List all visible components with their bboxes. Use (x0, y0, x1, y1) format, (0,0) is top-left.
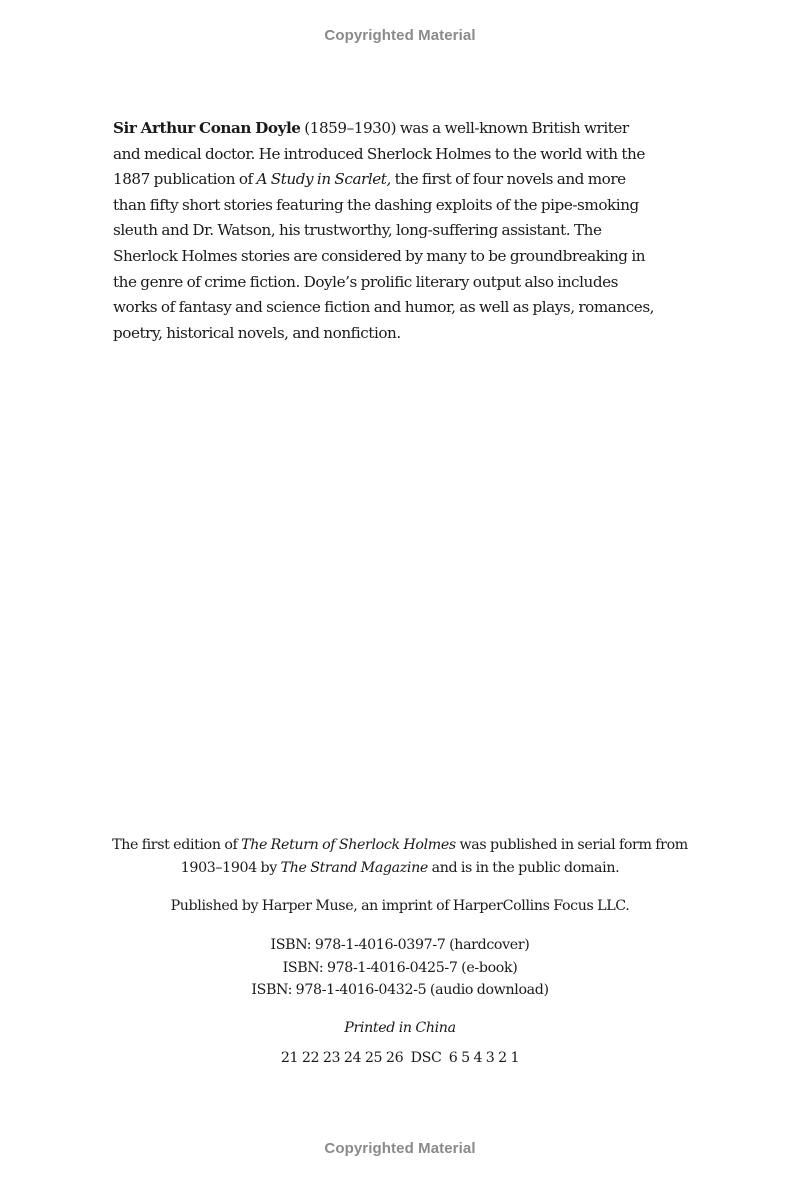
isbn-list (100, 934, 700, 1002)
edition-magazine: The Strand Magazine (280, 859, 428, 876)
print-line: 21 22 23 24 25 26 DSC 6 5 4 3 2 1 (280, 1050, 520, 1066)
printed-in (100, 1017, 700, 1040)
author-bio (113, 116, 658, 346)
author-name: Sir Arthur Conan Doyle (113, 119, 301, 137)
publisher-note: Published by Harper Muse, an imprint of HarperCollins Focus LLC. (170, 898, 630, 914)
printed-in-text: Printed in China (344, 1020, 456, 1036)
watermark-bottom: Copyrighted Material (324, 1140, 476, 1157)
edition-middle: was published in serial form from 1903–1904 by (180, 837, 688, 876)
edition-book-title: The Return of Sherlock Holmes (241, 837, 456, 853)
edition-prefix: The first edition of (112, 837, 242, 853)
isbn-audio: ISBN: 978-1-4016-0432-5 (audio download) (251, 982, 549, 998)
edition-note (100, 834, 700, 879)
watermark-top: Copyrighted Material (324, 27, 476, 44)
bio-text-2: the first of four novels and more than fifty short stories featuring the dashing exploits of the pipe-smoking sleuth and Dr. Watson, his trustworthy, long-suffering assistant. The Sherlock Holmes stories are considered by many to be groundbreaking in the genre of crime fiction. Doyle’s prolific literary output also includes works of fantasy and science fiction and humor, as well as plays, romances, poetry, historical novels, and nonfiction. (113, 170, 655, 342)
isbn-ebook: ISBN: 978-1-4016-0425-7 (e-book) (282, 959, 518, 976)
bio-book-title: A Study in Scarlet, (256, 170, 391, 189)
bio-text-1: (1859–1930) was a well-known British writer and medical doctor. He introduced Sherlock Holmes to the world with the 1887 publication of (113, 119, 645, 189)
isbn-hardcover: ISBN: 978-1-4016-0397-7 (hardcover) (270, 937, 530, 953)
edition-suffix: and is in the public domain. (427, 859, 620, 876)
